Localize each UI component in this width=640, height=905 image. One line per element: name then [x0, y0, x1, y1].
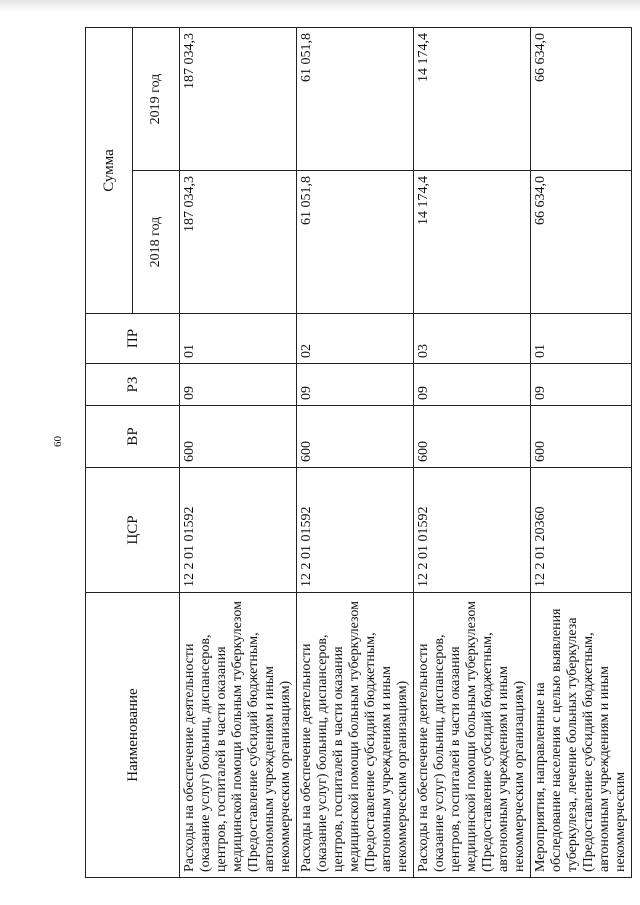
row-csr: 12 2 01 01592: [297, 468, 414, 593]
header-rz: РЗ: [86, 364, 180, 406]
budget-table-rotated: [85, 28, 628, 878]
row-csr: 12 2 01 01592: [180, 468, 297, 593]
row-pr: 01: [180, 314, 297, 364]
row-vr: 600: [180, 406, 297, 468]
header-vr: ВР: [86, 406, 180, 468]
row-sum-2019: 187 034,3: [180, 27, 297, 170]
header-name: Наименование: [86, 593, 180, 878]
row-sum-2019: 14 174,4: [414, 27, 531, 170]
row-name: Мероприятия, направленные на обследование населения с целью выявления туберкулеза, лечение больных туберкулеза (Предоставление субсидий бюджетным, автономным учреждениям и иным некоммерческим: [531, 593, 632, 878]
header-csr: ЦСР: [86, 468, 180, 593]
row-sum-2018: 187 034,3: [180, 171, 297, 314]
row-pr: 01: [531, 314, 632, 364]
table-row: [531, 27, 632, 877]
scan-shadow: [0, 0, 640, 12]
table-row: [414, 27, 531, 877]
header-sum: Сумма: [86, 27, 133, 313]
row-sum-2018: 14 174,4: [414, 171, 531, 314]
row-vr: 600: [297, 406, 414, 468]
row-rz: 09: [414, 364, 531, 406]
row-csr: 12 2 01 20360: [531, 468, 632, 593]
table-row: [180, 27, 297, 877]
row-vr: 600: [531, 406, 632, 468]
row-rz: 09: [531, 364, 632, 406]
row-name: Расходы на обеспечение деятельности (оказание услуг) больниц, диспансеров, центров, госпиталей в части оказания медицинской помощи больным туберкулезом (Предоставление субсидий бюджетным, автономным учреждениям и иным некоммерческим организациям): [297, 593, 414, 878]
row-csr: 12 2 01 01592: [414, 468, 531, 593]
table-row: [297, 27, 414, 877]
row-sum-2018: 66 634,0: [531, 171, 632, 314]
row-vr: 600: [414, 406, 531, 468]
header-year-2019: 2019 год: [133, 27, 180, 170]
budget-table: [85, 27, 632, 878]
header-year-2018: 2018 год: [133, 171, 180, 314]
row-name: Расходы на обеспечение деятельности (оказание услуг) больниц, диспансеров, центров, госпиталей в части оказания медицинской помощи больным туберкулезом (Предоставление субсидий бюджетным, автономным учреждениям и иным некоммерческим организациям): [180, 593, 297, 878]
header-pr: ПР: [86, 314, 180, 364]
row-sum-2019: 66 634,0: [531, 27, 632, 170]
page-number: 60: [52, 436, 64, 447]
row-rz: 09: [180, 364, 297, 406]
row-pr: 03: [414, 314, 531, 364]
header-row: [86, 27, 133, 877]
row-name: Расходы на обеспечение деятельности (оказание услуг) больниц, диспансеров, центров, госпиталей в части оказания медицинской помощи больным туберкулезом (Предоставление субсидий бюджетным, автономным учреждениям и иным некоммерческим организациям): [414, 593, 531, 878]
row-sum-2019: 61 051,8: [297, 27, 414, 170]
row-rz: 09: [297, 364, 414, 406]
row-pr: 02: [297, 314, 414, 364]
row-sum-2018: 61 051,8: [297, 171, 414, 314]
